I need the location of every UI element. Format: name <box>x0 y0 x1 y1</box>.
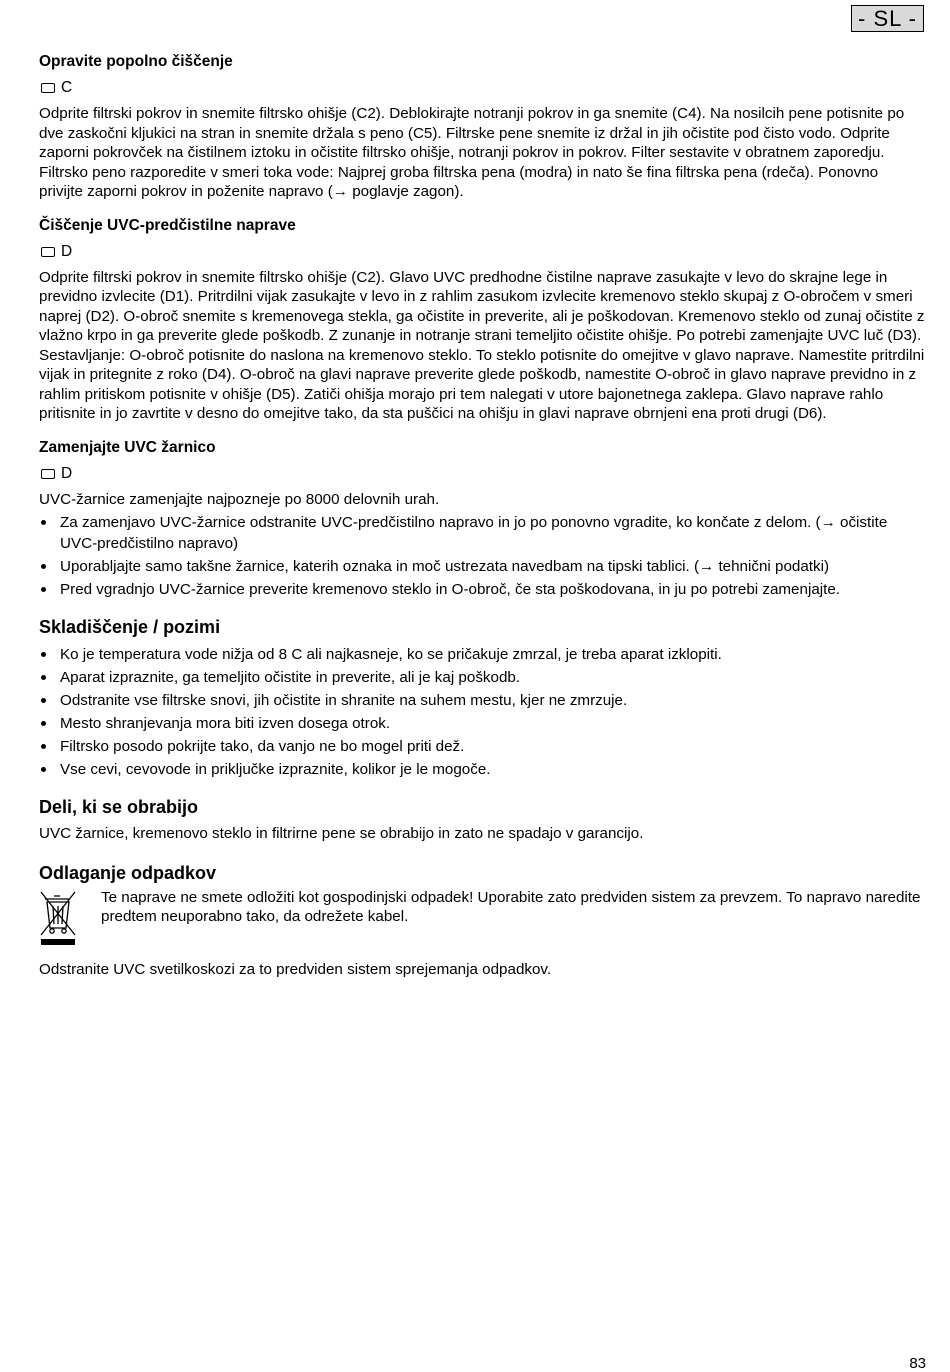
list-item: Mesto shranjevanja mora biti izven dosega otrok. <box>39 713 925 734</box>
figure-reference-c <box>39 78 925 98</box>
full-cleaning-text: Odprite filtrski pokrov in snemite filtrsko ohišje (C2). Deblokirajte notranji pokrov in ga snemite (C4). Na nosilcih pene potisnite po dve zaskočni kljukici na stran in snemite držala s peno (C5). Filtrske pene snemite iz držal in jih očistite pod čisto vodo. Odprite zaporni pokrovček na čistilnem iztoku in očistite filtrsko ohišje, notranji pokrov in pokrov. Filter sestavite v obratnem zaporedju. Filtrsko peno razporedite v smeri toka vode: Najprej groba filtrska pena (modra) in nato še fina filtrska pena (rdeča). Ponovno privijte zaporni pokrov in poženite napravo (→ poglavje zagon). <box>39 105 905 200</box>
disposal-text: Te naprave ne smete odložiti kot gospodinjski odpadek! Uporabite zato predviden sistem za prevzem. To napravo naredite predtem neuporabno tako, da odrežete kabel. <box>101 888 921 925</box>
disposal-note: Odstranite UVC svetilkoskozi za to predviden sistem sprejemanja odpadkov. <box>39 960 552 978</box>
wear-parts-text: UVC žarnice, kremenovo steklo in filtrirne pene se obrabijo in zato ne spadajo v garancijo. <box>39 825 644 842</box>
list-item: Ko je temperatura vode nižja od 8 C ali najkasneje, ko se pričakuje zmrzal, je treba aparat izklopiti. <box>39 644 925 665</box>
section-title-storage: Skladiščenje / pozimi <box>39 617 221 637</box>
list-item: Filtrsko posodo pokrijte tako, da vanjo ne bo mogel priti dež. <box>39 736 925 757</box>
section-title-replace-lamp: Zamenjajte UVC žarnico <box>39 438 216 456</box>
book-icon <box>41 83 55 93</box>
page-content <box>39 52 925 979</box>
list-item: Aparat izpraznite, ga temeljito očistite in preverite, ali je kaj poškodb. <box>39 667 925 688</box>
page-number: 83 <box>909 1355 926 1372</box>
uvc-cleaning-text-1: Odprite filtrski pokrov in snemite filtrsko ohišje (C2). Glavo UVC predhodne čistilne naprave zasukajte v levo do skrajne lege in previdno izvlecite (D1). Pritrdilni vijak zasukajte v levo in z rahlim zasukom izvlecite kremenovo steklo skupaj z O-obročem v smeri naprej (D2). O-obroč snemite s kremenovega stekla, ga očistite in preverite, ali je poškodovan. Kremenovo steklo od zunaj očistite z vlažno krpo in ga preverite glede poškodb. Z zunanje in notranje strani temeljito očistite ohišje. Po potrebi zamenjajte UVC luč (D3). <box>39 268 925 344</box>
figure-reference-d <box>39 242 925 262</box>
list-item: Za zamenjavo UVC-žarnice odstranite UVC-predčistilno napravo in jo po ponovno vgradite, ko končate z delom. (→ očistite UVC-predčistilno napravo) <box>39 512 925 554</box>
section-title-uvc-cleaning: Čiščenje UVC-predčistilne naprave <box>39 216 296 234</box>
replace-lamp-list <box>39 512 925 600</box>
list-item: Odstranite vse filtrske snovi, jih očistite in shranite na suhem mestu, kjer ne zmrzuje. <box>39 690 925 711</box>
storage-list <box>39 644 925 780</box>
list-item: Uporabljajte samo takšne žarnice, katerih oznaka in moč ustrezata navedbam na tipski tablici. (→ tehnični podatki) <box>39 556 925 577</box>
list-item: Vse cevi, cevovode in priključke izpraznite, kolikor je le mogoče. <box>39 759 925 780</box>
book-icon <box>41 469 55 479</box>
disposal-block <box>39 890 925 946</box>
figure-reference-label: D <box>61 242 73 260</box>
section-title-wear-parts: Deli, ki se obrabijo <box>39 797 199 817</box>
list-item: Pred vgradnjo UVC-žarnice preverite kremenovo steklo in O-obroč, če sta poškodovana, in ju po potrebi zamenjajte. <box>39 579 925 600</box>
language-tag: - SL - <box>851 5 924 32</box>
section-title-full-cleaning: Opravite popolno čiščenje <box>39 53 233 70</box>
figure-reference-label: D <box>61 464 73 482</box>
book-icon <box>41 247 55 257</box>
section-title-disposal: Odlaganje odpadkov <box>39 862 217 883</box>
figure-reference-d-2 <box>39 464 925 484</box>
uvc-cleaning-text-2: Sestavljanje: O-obroč potisnite do naslona na kremenovo steklo. To steklo potisnite do omejitve v glavo naprave. Namestite pritrdilni vijak in pritegnite z roko (D4). O-obroč na glavi naprave preverite glede poškodb, namestite O-obroč in glavo naprave previdno in z rahlim pritiskom potisnite v ohišje (D5). Zatiči ohišja morajo pri tem nalegati v utore bajonetnega zaklepa. Glavo naprave rahlo pritisnite in jo zavrtite v desno do omejitve tako, da sta puščici na ohišju in glavi naprave obrnjeni ena proti drugi (D6). <box>39 346 925 422</box>
crossed-out-wheelie-bin-icon <box>39 890 77 946</box>
figure-reference-label: C <box>61 79 73 96</box>
replace-lamp-intro: UVC-žarnice zamenjajte najpozneje po 8000 delovnih urah. <box>39 490 440 508</box>
